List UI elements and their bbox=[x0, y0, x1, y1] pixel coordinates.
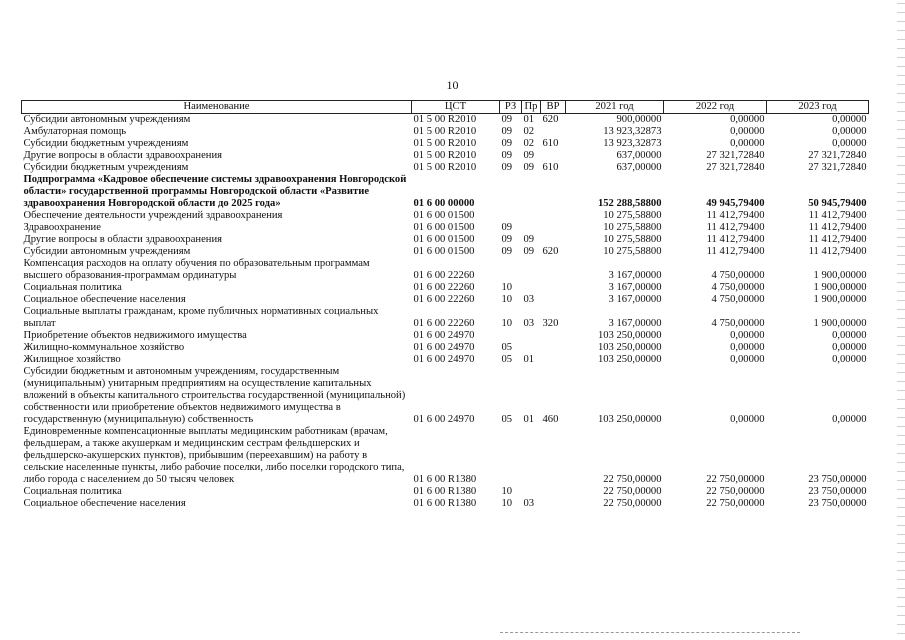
cell-cst: 01 6 00 22260 bbox=[413, 294, 475, 305]
cell-pr bbox=[522, 210, 541, 222]
cell-pr: 02 bbox=[523, 126, 535, 137]
cell-cst: 01 6 00 22260 bbox=[413, 282, 475, 293]
cell-2022: 4 750,00000 bbox=[711, 270, 765, 281]
table-row bbox=[22, 306, 869, 330]
cell-vr bbox=[541, 174, 566, 210]
cell-cst: 01 6 00 01500 bbox=[413, 222, 475, 233]
cell-cst: 01 6 00 24970 bbox=[413, 342, 475, 353]
cell-2023: 1 900,00000 bbox=[813, 282, 867, 293]
bottom-divider bbox=[500, 632, 800, 633]
cell-name: Субсидии бюджетным учреждениям bbox=[23, 138, 189, 149]
table-header-row bbox=[22, 101, 869, 114]
table-row bbox=[22, 138, 869, 150]
cell-cst: 01 6 00 24970 bbox=[413, 414, 475, 425]
cell-vr bbox=[541, 354, 566, 366]
cell-2022: 11 412,79400 bbox=[706, 210, 765, 221]
cell-name: Субсидии бюджетным и автономным учреждениям, государственным (муниципальным) унитарным предприятиям на осуществление капитальных вложений в объекты капитального строительства государственной (муниципальной) собственности или приобретение объектов недвижимого имущества в государственную (муниципальную) собственность bbox=[23, 366, 406, 425]
cell-vr bbox=[541, 426, 566, 486]
cell-2022: 27 321,72840 bbox=[706, 150, 765, 161]
cell-vr: 460 bbox=[542, 414, 559, 425]
cell-rz: 10 bbox=[501, 498, 513, 509]
cell-vr: 610 bbox=[542, 138, 559, 149]
cell-vr: 620 bbox=[542, 246, 559, 257]
table-row bbox=[22, 162, 869, 174]
cell-name: Другие вопросы в области здравоохранения bbox=[23, 150, 222, 161]
cell-pr: 01 bbox=[523, 354, 535, 365]
cell-2023: 0,00000 bbox=[832, 138, 867, 149]
cell-pr: 09 bbox=[523, 234, 535, 245]
cell-pr bbox=[522, 222, 541, 234]
table-row bbox=[22, 342, 869, 354]
cell-2023: 11 412,79400 bbox=[808, 246, 867, 257]
cell-pr bbox=[522, 330, 541, 342]
cell-2021: 103 250,00000 bbox=[597, 414, 662, 425]
cell-rz: 05 bbox=[501, 342, 513, 353]
cell-vr bbox=[541, 234, 566, 246]
cell-name: Субсидии бюджетным учреждениям bbox=[23, 162, 189, 173]
cell-2021: 103 250,00000 bbox=[597, 354, 662, 365]
cell-cst: 01 6 00 22260 bbox=[413, 318, 475, 329]
table-row bbox=[22, 498, 869, 510]
cell-pr bbox=[522, 282, 541, 294]
cell-pr bbox=[522, 174, 541, 210]
table-row bbox=[22, 126, 869, 138]
cell-pr: 03 bbox=[523, 318, 535, 329]
cell-2022: 4 750,00000 bbox=[711, 318, 765, 329]
table-row bbox=[22, 354, 869, 366]
cell-2021: 3 167,00000 bbox=[608, 294, 662, 305]
cell-pr: 09 bbox=[523, 150, 535, 161]
table-row bbox=[22, 114, 869, 127]
cell-cst: 01 6 00 24970 bbox=[413, 354, 475, 365]
cell-rz bbox=[500, 330, 522, 342]
cell-2021: 637,00000 bbox=[616, 150, 662, 161]
cell-name: Субсидии автономным учреждениям bbox=[23, 114, 191, 125]
cell-name: Приобретение объектов недвижимого имущества bbox=[23, 330, 247, 341]
cell-pr: 01 bbox=[523, 414, 535, 425]
cell-2022: 27 321,72840 bbox=[706, 162, 765, 173]
cell-cst: 01 5 00 R2010 bbox=[413, 150, 477, 161]
table-row bbox=[22, 330, 869, 342]
cell-vr: 620 bbox=[542, 114, 559, 125]
cell-pr: 01 bbox=[523, 114, 535, 125]
cell-vr bbox=[541, 126, 566, 138]
cell-vr bbox=[541, 258, 566, 282]
cell-cst: 01 6 00 R1380 bbox=[413, 498, 477, 509]
cell-rz bbox=[500, 426, 522, 486]
cell-name: Социальное обеспечение населения bbox=[23, 294, 186, 305]
cell-2022: 0,00000 bbox=[730, 114, 765, 125]
cell-2021: 10 275,58800 bbox=[603, 234, 662, 245]
cell-2021: 3 167,00000 bbox=[608, 318, 662, 329]
cell-2021: 22 750,00000 bbox=[603, 474, 662, 485]
cell-name: Амбулаторная помощь bbox=[23, 126, 127, 137]
cell-2022: 22 750,00000 bbox=[706, 474, 765, 485]
cell-pr bbox=[522, 426, 541, 486]
cell-rz: 09 bbox=[501, 138, 513, 149]
cell-2022: 11 412,79400 bbox=[706, 222, 765, 233]
table-row bbox=[22, 282, 869, 294]
cell-name: Социальная политика bbox=[23, 486, 122, 497]
table-body bbox=[22, 114, 869, 511]
cell-cst: 01 6 00 01500 bbox=[413, 210, 475, 221]
cell-2021: 900,00000 bbox=[616, 114, 662, 125]
cell-vr bbox=[541, 486, 566, 498]
cell-rz: 10 bbox=[501, 318, 513, 329]
cell-2021: 10 275,58800 bbox=[603, 246, 662, 257]
cell-rz: 09 bbox=[501, 126, 513, 137]
cell-2022: 22 750,00000 bbox=[706, 486, 765, 497]
cell-2023: 0,00000 bbox=[832, 354, 867, 365]
cell-cst: 01 6 00 01500 bbox=[413, 246, 475, 257]
cell-vr bbox=[541, 342, 566, 354]
scan-edge-noise bbox=[897, 0, 905, 640]
cell-2023: 50 945,79400 bbox=[808, 198, 867, 209]
cell-cst: 01 5 00 R2010 bbox=[413, 138, 477, 149]
header-pr: Пр bbox=[522, 101, 541, 114]
cell-name: Социальные выплаты гражданам, кроме публичных нормативных социальных выплат bbox=[23, 306, 379, 329]
table-row bbox=[22, 486, 869, 498]
cell-rz bbox=[500, 174, 522, 210]
cell-name: Единовременные компенсационные выплаты медицинским работникам (врачам, фельдшерам, а также акушеркам и медицинским сестрам фельдшерских и фельдшерско-акушерских пунктов), прибывшим (переехавшим) на работу в сельские населенные пункты, либо рабочие поселки, либо поселки городского типа, либо города с населением до 50 тысяч человек bbox=[23, 426, 405, 485]
cell-2022: 0,00000 bbox=[730, 138, 765, 149]
cell-rz: 09 bbox=[501, 150, 513, 161]
cell-rz: 10 bbox=[501, 294, 513, 305]
cell-2021: 13 923,32873 bbox=[603, 138, 662, 149]
cell-2022: 4 750,00000 bbox=[711, 294, 765, 305]
cell-2022: 11 412,79400 bbox=[706, 234, 765, 245]
cell-pr bbox=[522, 486, 541, 498]
cell-rz: 09 bbox=[501, 246, 513, 257]
cell-2021: 3 167,00000 bbox=[608, 270, 662, 281]
table-row bbox=[22, 222, 869, 234]
cell-2022: 0,00000 bbox=[730, 126, 765, 137]
cell-2023: 11 412,79400 bbox=[808, 222, 867, 233]
cell-2021: 22 750,00000 bbox=[603, 498, 662, 509]
table-row bbox=[22, 258, 869, 282]
cell-name: Субсидии автономным учреждениям bbox=[23, 246, 191, 257]
cell-rz: 09 bbox=[501, 114, 513, 125]
cell-2023: 23 750,00000 bbox=[808, 498, 867, 509]
cell-pr: 02 bbox=[523, 138, 535, 149]
cell-name: Жилищно-коммунальное хозяйство bbox=[23, 342, 185, 353]
cell-2022: 0,00000 bbox=[730, 414, 765, 425]
table-row bbox=[22, 294, 869, 306]
cell-pr bbox=[522, 342, 541, 354]
cell-vr bbox=[541, 210, 566, 222]
budget-table bbox=[21, 100, 869, 510]
cell-2022: 4 750,00000 bbox=[711, 282, 765, 293]
cell-name: Обеспечение деятельности учреждений здравоохранения bbox=[23, 210, 283, 221]
table-row bbox=[22, 210, 869, 222]
header-2022: 2022 год bbox=[664, 101, 767, 114]
cell-pr: 03 bbox=[523, 294, 535, 305]
cell-cst: 01 5 00 R2010 bbox=[413, 126, 477, 137]
cell-2022: 49 945,79400 bbox=[706, 198, 765, 209]
cell-cst: 01 6 00 00000 bbox=[413, 198, 475, 209]
cell-cst: 01 5 00 R2010 bbox=[413, 162, 477, 173]
cell-2023: 27 321,72840 bbox=[808, 150, 867, 161]
cell-cst: 01 6 00 24970 bbox=[413, 330, 475, 341]
cell-vr bbox=[541, 150, 566, 162]
cell-2023: 1 900,00000 bbox=[813, 270, 867, 281]
cell-2023: 0,00000 bbox=[832, 342, 867, 353]
cell-2023: 23 750,00000 bbox=[808, 474, 867, 485]
cell-2021: 3 167,00000 bbox=[608, 282, 662, 293]
cell-pr: 09 bbox=[523, 246, 535, 257]
cell-cst: 01 6 00 22260 bbox=[413, 270, 475, 281]
cell-vr bbox=[541, 282, 566, 294]
cell-pr bbox=[522, 258, 541, 282]
cell-2023: 11 412,79400 bbox=[808, 234, 867, 245]
header-rz: РЗ bbox=[500, 101, 522, 114]
cell-2023: 11 412,79400 bbox=[808, 210, 867, 221]
cell-rz bbox=[500, 258, 522, 282]
header-cst: ЦСТ bbox=[412, 101, 500, 114]
header-2023: 2023 год bbox=[767, 101, 869, 114]
table-row bbox=[22, 234, 869, 246]
cell-cst: 01 5 00 R2010 bbox=[413, 114, 477, 125]
cell-2022: 0,00000 bbox=[730, 354, 765, 365]
cell-2023: 0,00000 bbox=[832, 330, 867, 341]
cell-2023: 23 750,00000 bbox=[808, 486, 867, 497]
cell-2021: 10 275,58800 bbox=[603, 222, 662, 233]
cell-2021: 13 923,32873 bbox=[603, 126, 662, 137]
cell-rz: 09 bbox=[501, 234, 513, 245]
cell-vr: 320 bbox=[542, 318, 559, 329]
cell-name: Социальная политика bbox=[23, 282, 122, 293]
cell-name: Другие вопросы в области здравоохранения bbox=[23, 234, 222, 245]
cell-2021: 103 250,00000 bbox=[597, 342, 662, 353]
cell-name: Подпрограмма «Кадровое обеспечение системы здравоохранения Новгородской области» государственной программы Новгородской области «Развитие здравоохранения Новгородской области до 2025 года» bbox=[23, 174, 407, 209]
table-row bbox=[22, 174, 869, 210]
cell-pr: 09 bbox=[523, 162, 535, 173]
table-row bbox=[22, 246, 869, 258]
cell-2023: 0,00000 bbox=[832, 126, 867, 137]
cell-cst: 01 6 00 01500 bbox=[413, 234, 475, 245]
cell-2023: 1 900,00000 bbox=[813, 294, 867, 305]
cell-rz bbox=[500, 210, 522, 222]
cell-2021: 22 750,00000 bbox=[603, 486, 662, 497]
cell-name: Здравоохранение bbox=[23, 222, 101, 233]
cell-rz: 09 bbox=[501, 222, 513, 233]
table-row bbox=[22, 366, 869, 426]
cell-2023: 1 900,00000 bbox=[813, 318, 867, 329]
header-2021: 2021 год bbox=[566, 101, 664, 114]
cell-cst: 01 6 00 R1380 bbox=[413, 486, 477, 497]
cell-2022: 11 412,79400 bbox=[706, 246, 765, 257]
cell-2023: 0,00000 bbox=[832, 414, 867, 425]
cell-pr: 03 bbox=[523, 498, 535, 509]
cell-vr bbox=[541, 498, 566, 510]
cell-2022: 22 750,00000 bbox=[706, 498, 765, 509]
cell-vr bbox=[541, 294, 566, 306]
cell-cst: 01 6 00 R1380 bbox=[413, 474, 477, 485]
cell-vr: 610 bbox=[542, 162, 559, 173]
cell-rz: 10 bbox=[501, 486, 513, 497]
cell-vr bbox=[541, 222, 566, 234]
table-row bbox=[22, 426, 869, 486]
cell-rz: 05 bbox=[501, 354, 513, 365]
cell-name: Жилищное хозяйство bbox=[23, 354, 121, 365]
cell-2021: 637,00000 bbox=[616, 162, 662, 173]
cell-name: Компенсация расходов на оплату обучения по образовательным программам высшего образования-программам ординатуры bbox=[23, 258, 370, 281]
header-vr: ВР bbox=[541, 101, 566, 114]
cell-2023: 27 321,72840 bbox=[808, 162, 867, 173]
cell-2021: 10 275,58800 bbox=[603, 210, 662, 221]
cell-vr bbox=[541, 330, 566, 342]
table-row bbox=[22, 150, 869, 162]
cell-rz: 05 bbox=[501, 414, 513, 425]
cell-2022: 0,00000 bbox=[730, 330, 765, 341]
cell-2021: 152 288,58800 bbox=[597, 198, 662, 209]
header-name: Наименование bbox=[22, 101, 412, 114]
cell-2023: 0,00000 bbox=[832, 114, 867, 125]
cell-rz: 09 bbox=[501, 162, 513, 173]
cell-2021: 103 250,00000 bbox=[597, 330, 662, 341]
cell-2022: 0,00000 bbox=[730, 342, 765, 353]
cell-name: Социальное обеспечение населения bbox=[23, 498, 186, 509]
cell-rz: 10 bbox=[501, 282, 513, 293]
page-number: 10 bbox=[446, 78, 459, 92]
